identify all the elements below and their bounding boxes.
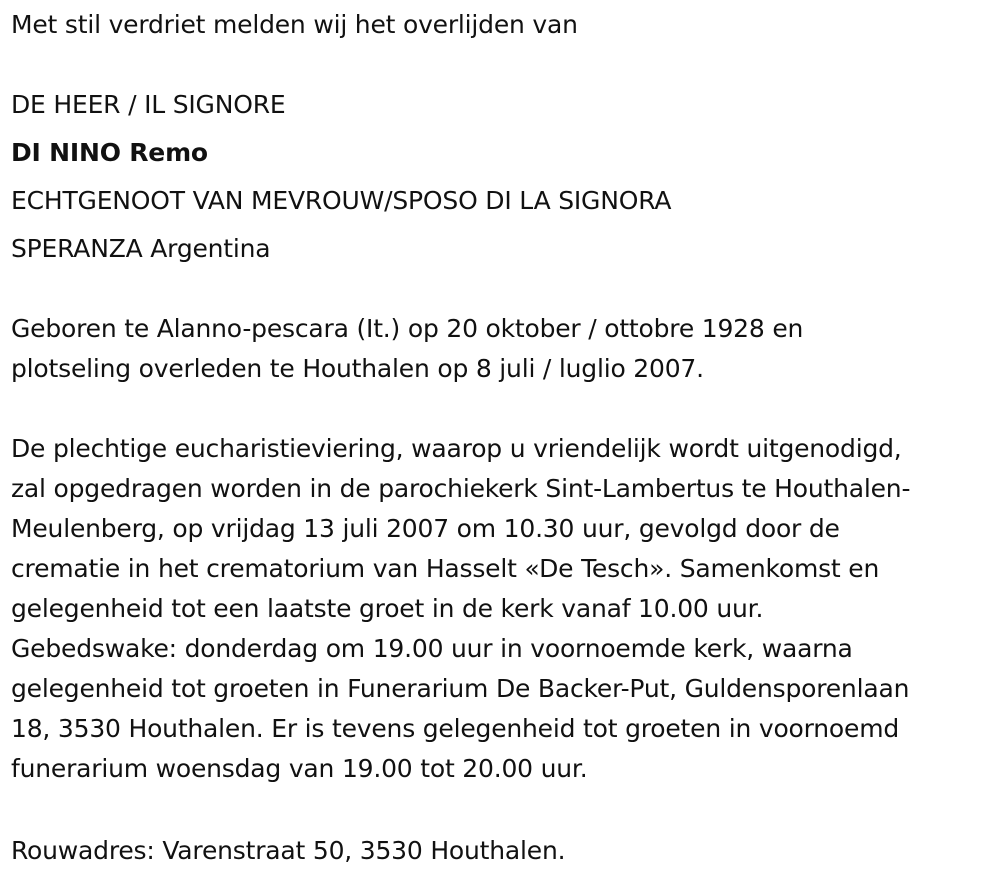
birth-death-paragraph (11, 309, 996, 389)
paragraph-line: Meulenberg, op vrijdag 13 juli 2007 om 10.30 uur, gevolgd door de (11, 514, 840, 543)
paragraph-line: crematie in het crematorium van Hasselt «De Tesch». Samenkomst en (11, 554, 880, 583)
deceased-name: DI NINO Remo (11, 138, 208, 167)
title-line: DE HEER / IL SIGNORE (11, 90, 286, 119)
ceremony-paragraph (11, 429, 996, 789)
spouse-name: SPERANZA Argentina (11, 234, 271, 263)
paragraph-line: plotseling overleden te Houthalen op 8 juli / luglio 2007. (11, 354, 704, 383)
paragraph-line: zal opgedragen worden in de parochiekerk Sint-Lambertus te Houthalen- (11, 474, 911, 503)
spouse-line: ECHTGENOOT VAN MEVROUW/SPOSO DI LA SIGNORA (11, 186, 672, 215)
paragraph-line: De plechtige eucharistieviering, waarop u vriendelijk wordt uitgenodigd, (11, 434, 902, 463)
paragraph-line: gelegenheid tot een laatste groet in de kerk vanaf 10.00 uur. (11, 594, 764, 623)
intro-text: Met stil verdriet melden wij het overlijden van (11, 10, 578, 39)
paragraph-line: Geboren te Alanno-pescara (It.) op 20 oktober / ottobre 1928 en (11, 314, 804, 343)
paragraph-line: gelegenheid tot groeten in Funerarium De Backer-Put, Guldensporenlaan (11, 674, 910, 703)
paragraph-line: Gebedswake: donderdag om 19.00 uur in voornoemde kerk, waarna (11, 634, 853, 663)
paragraph-line: 18, 3530 Houthalen. Er is tevens gelegenheid tot groeten in voornoemd (11, 714, 900, 743)
paragraph-line: funerarium woensdag van 19.00 tot 20.00 uur. (11, 754, 588, 783)
mourning-address: Rouwadres: Varenstraat 50, 3530 Houthalen. (11, 836, 566, 865)
